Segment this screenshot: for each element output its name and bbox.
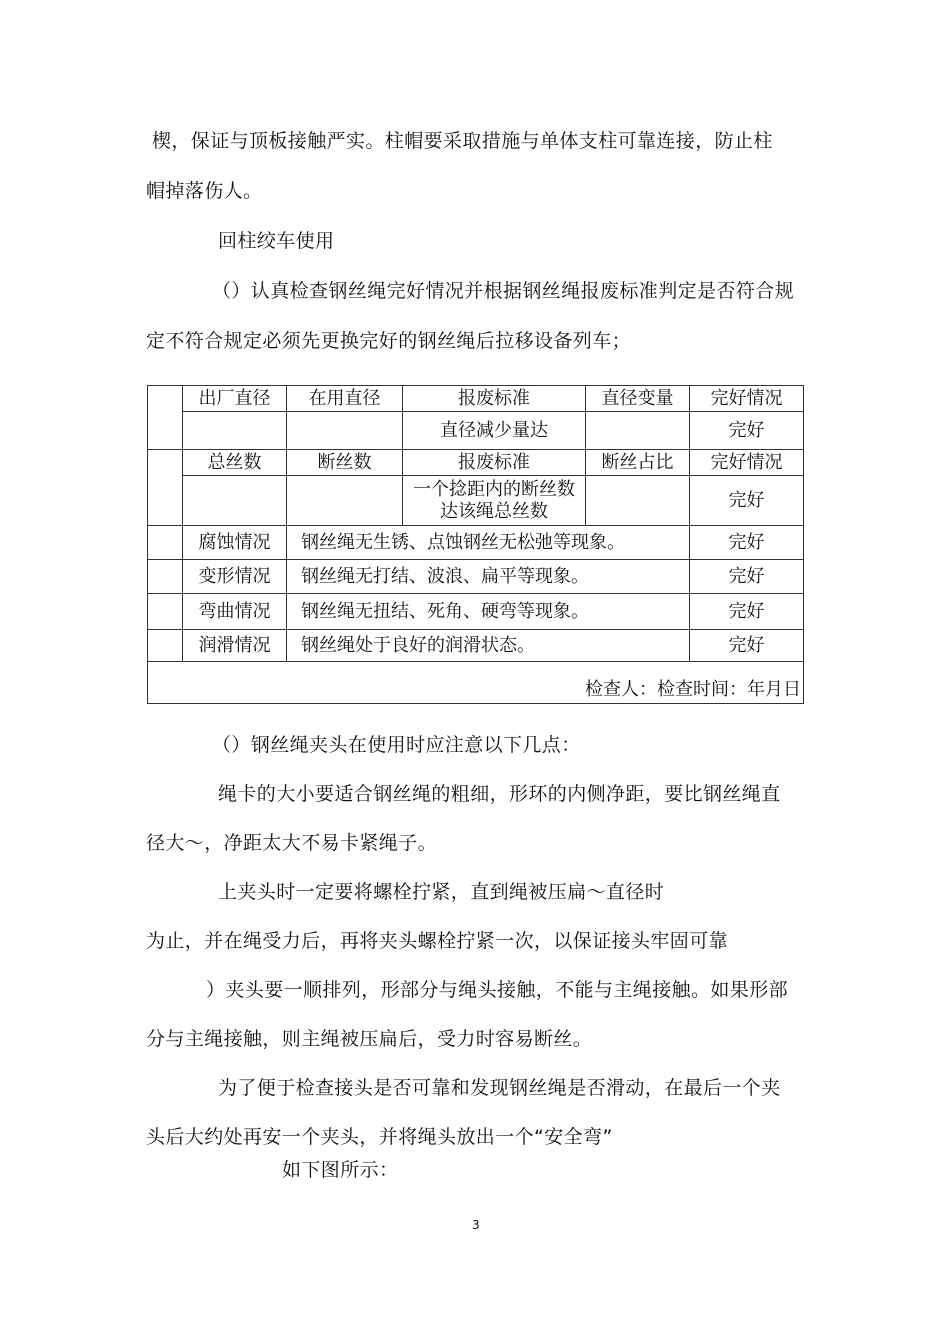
- condition-label: 润滑情况: [183, 630, 287, 662]
- table-cell: [586, 412, 690, 450]
- paragraph-line: 头后大约处再安一个夹头，并将绳头放出一个“安全弯”: [146, 1126, 613, 1148]
- table-row: [148, 662, 804, 704]
- table-row: [148, 560, 804, 594]
- condition-label: 腐蚀情况: [183, 526, 287, 560]
- condition-description: 钢丝绳无生锈、点蚀钢丝无松弛等现象。: [287, 526, 690, 560]
- table-cell: [586, 476, 690, 526]
- row-group-cell: [148, 594, 183, 630]
- table-row: [148, 630, 804, 662]
- table-cell: 直径减少量达: [403, 412, 586, 450]
- paragraph-line: 绳卡的大小要适合钢丝绳的粗细，形环的内侧净距，要比钢丝绳直: [218, 783, 781, 805]
- table-row: [148, 476, 804, 526]
- section-heading: 回柱绞车使用: [218, 230, 335, 252]
- row-group-cell: [148, 386, 183, 450]
- scrap-standard-line: 一个捻距内的断丝数: [413, 478, 575, 500]
- inspector-signoff: 检查人：检查时间：年月日: [148, 662, 804, 704]
- table-row: [148, 526, 804, 560]
- table-cell: 完好: [690, 476, 804, 526]
- page-number: 3: [472, 1218, 480, 1232]
- table-row: [148, 450, 804, 476]
- paragraph-line: 楔，保证与顶板接触严实。柱帽要采取措施与单体支柱可靠连接，防止柱: [152, 130, 773, 152]
- table-header-cell: 报废标准: [403, 386, 586, 412]
- condition-status: 完好: [690, 630, 804, 662]
- row-group-cell: [148, 630, 183, 662]
- condition-label: 变形情况: [183, 560, 287, 594]
- wire-rope-inspection-table: [147, 385, 804, 704]
- table-cell: [183, 412, 287, 450]
- table-row: [148, 386, 804, 412]
- table-cell: 完好: [690, 412, 804, 450]
- table-header-cell: 直径变量: [586, 386, 690, 412]
- paragraph-line: （）钢丝绳夹头在使用时应注意以下几点：: [212, 734, 581, 756]
- paragraph-line: 如下图所示：: [282, 1159, 399, 1181]
- table-cell: [287, 412, 403, 450]
- table-header-cell: 完好情况: [690, 386, 804, 412]
- row-group-cell: [148, 526, 183, 560]
- paragraph-line: 上夹头时一定要将螺栓拧紧，直到绳被压扁～直径时: [218, 881, 665, 903]
- table-cell: [403, 476, 586, 526]
- table-header-cell: 在用直径: [287, 386, 403, 412]
- table-cell: [183, 476, 287, 526]
- table-header-cell: 总丝数: [183, 450, 287, 476]
- condition-description: 钢丝绳无扭结、死角、硬弯等现象。: [287, 594, 690, 630]
- paragraph-line: 为止，并在绳受力后，再将夹头螺栓拧紧一次，以保证接头牢固可靠: [146, 930, 729, 952]
- table-header-cell: 报废标准: [403, 450, 586, 476]
- paragraph-line: 径大～，净距太大不易卡紧绳子。: [146, 832, 438, 854]
- row-group-cell: [148, 450, 183, 526]
- row-group-cell: [148, 560, 183, 594]
- condition-status: 完好: [690, 526, 804, 560]
- table-header-cell: 完好情况: [690, 450, 804, 476]
- scrap-standard-line: 达该绳总丝数: [440, 500, 548, 522]
- table-header-cell: 断丝数: [287, 450, 403, 476]
- paragraph-line: 定不符合规定必须先更换完好的钢丝绳后拉移设备列车；: [146, 330, 632, 352]
- paragraph-line: 帽掉落伤人。: [146, 180, 263, 202]
- condition-status: 完好: [690, 594, 804, 630]
- condition-description: 钢丝绳处于良好的润滑状态。: [287, 630, 690, 662]
- condition-status: 完好: [690, 560, 804, 594]
- table-cell: [287, 476, 403, 526]
- paragraph-line: ）夹头要一顺排列，形部分与绳头接触，不能与主绳接触。如果形部: [206, 979, 789, 1001]
- condition-description: 钢丝绳无打结、波浪、扁平等现象。: [287, 560, 690, 594]
- paragraph-line: 为了便于检查接头是否可靠和发现钢丝绳是否滑动，在最后一个夹: [218, 1077, 781, 1099]
- paragraph-line: （）认真检查钢丝绳完好情况并根据钢丝绳报废标准判定是否符合规: [212, 280, 795, 302]
- table-row: [148, 412, 804, 450]
- paragraph-line: 分与主绳接触，则主绳被压扁后，受力时容易断丝。: [146, 1028, 593, 1050]
- table-header-cell: 断丝占比: [586, 450, 690, 476]
- table-row: [148, 594, 804, 630]
- condition-label: 弯曲情况: [183, 594, 287, 630]
- table-header-cell: 出厂直径: [183, 386, 287, 412]
